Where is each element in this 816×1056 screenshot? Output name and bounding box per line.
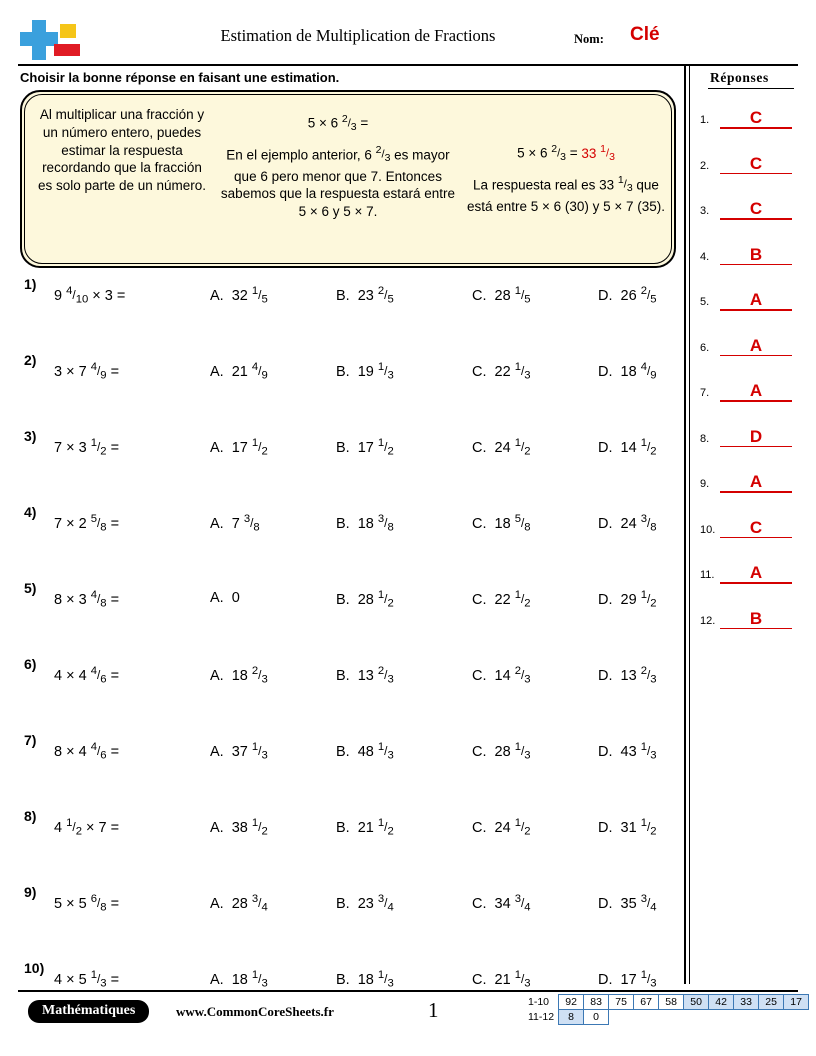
answer-value: A [749, 335, 763, 355]
answer-value: C [749, 199, 763, 218]
scale-cell: 50 [684, 995, 709, 1010]
answer-index: 2. [700, 159, 710, 172]
answer-value: B [749, 244, 763, 264]
answer-index: 4. [700, 250, 710, 263]
answer-index: 9. [700, 478, 710, 490]
example-column-3 [462, 144, 670, 215]
header-divider [18, 64, 798, 66]
answer-index: 7. [700, 387, 710, 399]
answer-value: A [749, 290, 763, 309]
answer-option[interactable]: A. 0 [210, 590, 240, 606]
answer-option[interactable]: C. 21 1/3 [472, 968, 531, 989]
answer-option[interactable]: C. 34 3/4 [472, 892, 531, 913]
brand-badge: Mathématiques [28, 1000, 149, 1023]
answer-index: 1. [700, 114, 710, 126]
answer-line [720, 446, 792, 448]
answer-option[interactable]: D. 24 3/8 [598, 512, 657, 533]
question-number: 10) [24, 960, 45, 976]
answer-row [700, 336, 796, 356]
question-row [20, 652, 676, 728]
answer-line [720, 173, 792, 175]
example-text-1: En el ejemplo anterior, 6 2/3 es mayor que 6 pero menor que 7. Entonces sabemos que la respuesta estará entre 5 × 6 y 5 × 7. [220, 144, 456, 220]
question-expression: 4 1/2 × 7 = [54, 816, 120, 837]
answer-row [700, 518, 796, 538]
scale-cell: 8 [559, 1010, 584, 1025]
answer-option[interactable]: A. 17 1/2 [210, 436, 268, 457]
answer-option[interactable]: D. 17 1/3 [598, 968, 657, 989]
answer-value: B [749, 608, 763, 628]
question-expression: 4 × 5 1/3 = [54, 968, 120, 989]
question-number: 6) [24, 656, 37, 672]
answers-divider [684, 64, 686, 984]
answer-option[interactable]: C. 18 5/8 [472, 512, 531, 533]
scale-cell: 67 [634, 995, 659, 1010]
answer-index: 11. [700, 569, 715, 581]
answer-option[interactable]: B. 18 3/8 [336, 512, 394, 533]
answer-index: 10. [700, 523, 716, 536]
answer-index: 3. [700, 205, 710, 217]
answer-option[interactable]: A. 18 2/3 [210, 664, 268, 685]
answer-line [720, 491, 792, 493]
question-row [20, 576, 676, 652]
answer-line [720, 355, 792, 357]
scale-cell: 0 [584, 1010, 609, 1025]
scale-cell: 33 [734, 995, 759, 1010]
answer-option[interactable]: B. 17 1/2 [336, 436, 394, 457]
answer-line [720, 127, 792, 129]
answer-line [720, 400, 792, 402]
scale-cell: 75 [609, 995, 634, 1010]
answer-index: 6. [700, 341, 710, 354]
question-expression: 7 × 3 1/2 = [54, 436, 120, 457]
answer-option[interactable]: D. 43 1/3 [598, 740, 657, 761]
answer-option[interactable]: B. 23 3/4 [336, 892, 394, 913]
page-header [18, 18, 798, 62]
answer-option[interactable]: A. 7 3/8 [210, 512, 260, 533]
answer-option[interactable]: C. 14 2/3 [472, 664, 531, 685]
question-row [20, 728, 676, 804]
example-equation-1: 5 × 6 2/3 = [307, 112, 369, 133]
question-row [20, 880, 676, 956]
question-expression: 9 4/10 × 3 = [54, 284, 126, 305]
question-number: 4) [24, 504, 37, 520]
answer-option[interactable]: B. 28 1/2 [336, 588, 394, 609]
name-value: Clé [630, 24, 660, 45]
answer-row [700, 199, 796, 219]
answer-line [720, 309, 792, 311]
answer-option[interactable]: C. 22 1/2 [472, 588, 531, 609]
answer-value: D [749, 426, 763, 446]
answer-option[interactable]: D. 18 4/9 [598, 360, 657, 381]
answer-row [700, 427, 796, 447]
example-text-2: La respuesta real es 33 1/3 que está entre 5 × 6 (30) y 5 × 7 (35). [466, 174, 666, 214]
answers-divider-2 [689, 64, 690, 984]
website-url: www.CommonCoreSheets.fr [176, 1004, 334, 1019]
question-row [20, 804, 676, 880]
answer-row [700, 609, 796, 629]
page-title: Estimation de Multiplication de Fractions [220, 26, 496, 45]
answer-index: 5. [700, 296, 710, 308]
answer-option[interactable]: C. 28 1/3 [472, 740, 531, 761]
answer-row [700, 381, 796, 401]
answers-title: Réponses [710, 70, 769, 85]
question-number: 8) [24, 808, 37, 824]
answer-option[interactable]: A. 37 1/3 [210, 740, 268, 761]
answer-option[interactable]: D. 31 1/2 [598, 816, 657, 837]
instructions-text: Choisir la bonne réponse en faisant une estimation. [20, 70, 340, 85]
answer-option[interactable]: C. 28 1/5 [472, 284, 531, 305]
answer-option[interactable]: D. 13 2/3 [598, 664, 657, 685]
example-equation-2: 5 × 6 2/3 = 33 1/3 [517, 142, 615, 163]
answer-option[interactable]: A. 28 3/4 [210, 892, 268, 913]
answer-row [700, 563, 796, 583]
answer-option[interactable]: A. 32 1/5 [210, 284, 268, 305]
answer-option[interactable]: B. 23 2/5 [336, 284, 394, 305]
question-row [20, 272, 676, 348]
grading-scale [524, 994, 809, 1025]
answer-value: A [749, 563, 763, 582]
question-row [20, 500, 676, 576]
answer-value: A [749, 472, 763, 491]
example-column-1: Al multiplicar una fracción y un número entero, puedes estimar la respuesta recordando que la fracción es solo parte de un número. [37, 107, 207, 194]
question-expression: 8 × 3 4/8 = [54, 588, 120, 609]
answer-value: C [749, 517, 763, 537]
answers-title-underline [708, 88, 794, 89]
question-number: 9) [24, 884, 37, 900]
scale-row-label: 11-12 [528, 1011, 555, 1023]
question-expression: 7 × 2 5/8 = [54, 512, 120, 533]
question-number: 5) [24, 580, 37, 596]
answer-value: A [749, 381, 763, 400]
scale-cell: 42 [709, 995, 734, 1010]
answer-option[interactable]: B. 18 1/3 [336, 968, 394, 989]
answer-line [720, 218, 792, 220]
answer-line [720, 628, 792, 630]
answer-option[interactable]: D. 29 1/2 [598, 588, 657, 609]
page-number: 1 [428, 998, 439, 1022]
question-expression: 8 × 4 4/6 = [54, 740, 120, 761]
answer-row [700, 245, 796, 265]
question-expression: 3 × 7 4/9 = [54, 360, 120, 381]
question-expression: 5 × 5 6/8 = [54, 892, 120, 913]
answer-option[interactable]: B. 19 1/3 [336, 360, 394, 381]
answer-row [700, 108, 796, 128]
scale-cell: 25 [759, 995, 784, 1010]
example-box [20, 90, 676, 268]
answer-line [720, 264, 792, 266]
question-number: 1) [24, 276, 37, 292]
answer-line [720, 582, 792, 584]
question-number: 7) [24, 732, 37, 748]
name-label: Nom: [574, 32, 604, 46]
answer-option[interactable]: C. 24 1/2 [472, 436, 531, 457]
question-row [20, 348, 676, 424]
math-plus-logo-icon [18, 18, 82, 62]
answer-option[interactable]: B. 21 1/2 [336, 816, 394, 837]
scale-cell: 83 [584, 995, 609, 1010]
scale-row-label: 1-10 [528, 996, 550, 1008]
answer-option[interactable]: A. 18 1/3 [210, 968, 268, 989]
scale-row [524, 995, 809, 1010]
answer-value: C [749, 108, 763, 127]
answer-option[interactable]: B. 48 1/3 [336, 740, 394, 761]
answer-index: 12. [700, 614, 716, 627]
answer-option[interactable]: D. 26 2/5 [598, 284, 657, 305]
question-row [20, 424, 676, 500]
scale-row [524, 1010, 809, 1025]
answer-line [720, 537, 792, 539]
answer-value: C [749, 153, 763, 173]
answer-option[interactable]: D. 14 1/2 [598, 436, 657, 457]
question-number: 2) [24, 352, 37, 368]
answer-index: 8. [700, 432, 710, 445]
scale-cell: 17 [784, 995, 809, 1010]
answer-option[interactable]: A. 21 4/9 [210, 360, 268, 381]
answer-option[interactable]: C. 22 1/3 [472, 360, 531, 381]
answer-row [700, 154, 796, 174]
answer-option[interactable]: B. 13 2/3 [336, 664, 394, 685]
footer-divider [18, 990, 798, 992]
answer-option[interactable]: A. 38 1/2 [210, 816, 268, 837]
answer-option[interactable]: D. 35 3/4 [598, 892, 657, 913]
question-expression: 4 × 4 4/6 = [54, 664, 120, 685]
question-number: 3) [24, 428, 37, 444]
scale-cell: 58 [659, 995, 684, 1010]
answer-row [700, 290, 796, 310]
example-column-2 [218, 114, 458, 221]
questions-area [20, 272, 676, 1032]
answer-row [700, 472, 796, 492]
answer-option[interactable]: C. 24 1/2 [472, 816, 531, 837]
scale-cell: 92 [559, 995, 584, 1010]
